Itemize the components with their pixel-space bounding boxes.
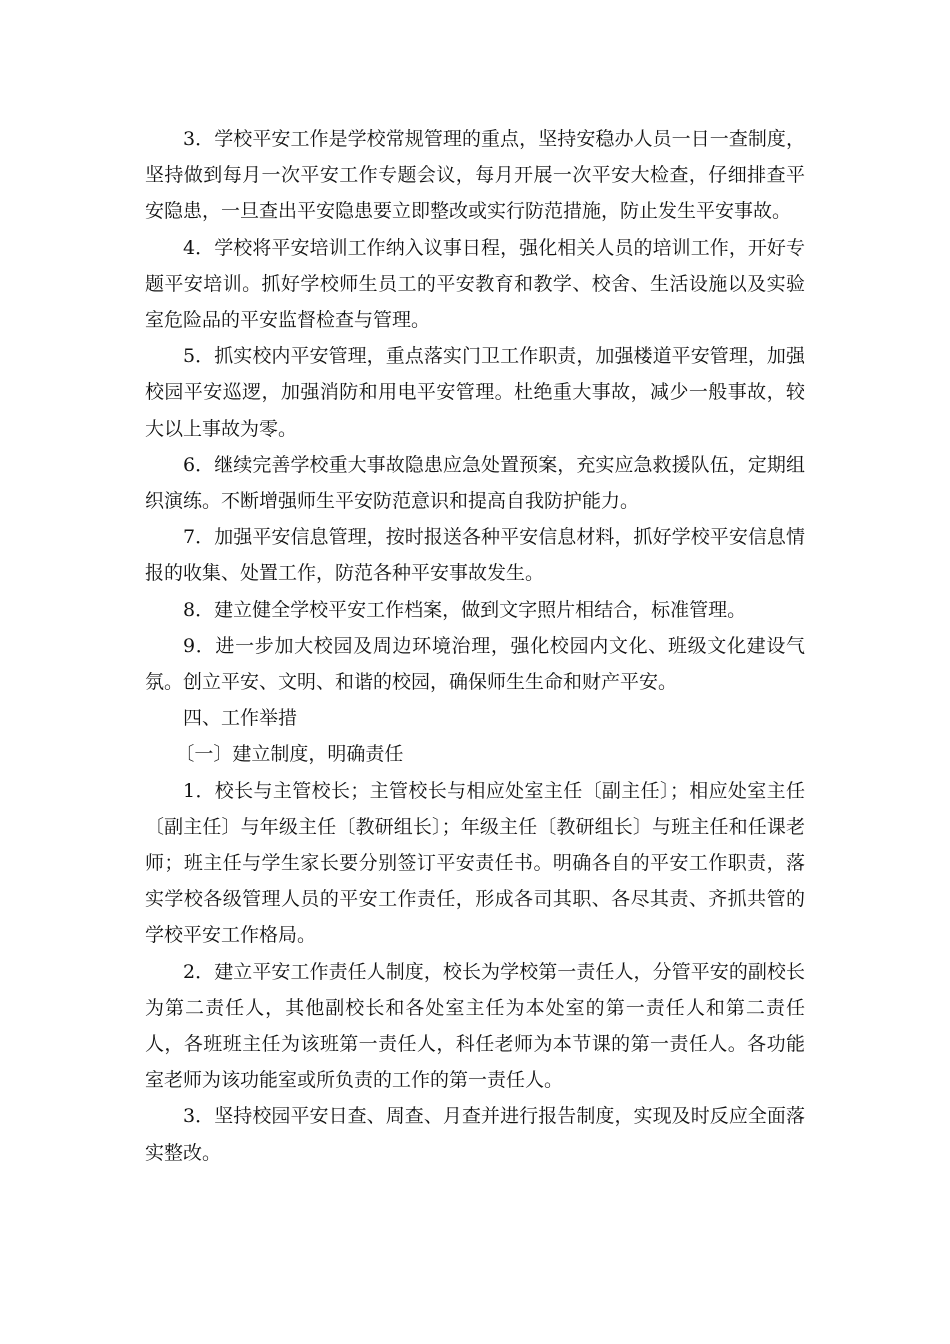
paragraph-item-8: 8．建立健全学校平安工作档案，做到文字照片相结合，标准管理。 — [183, 598, 747, 621]
paragraph-item-3: 3．学校平安工作是学校常规管理的重点，坚持安稳办人员一日一查制度，坚持做到每月一次平安工作专题会议，每月开展一次平安大检查，仔细排查平安隐患，一旦查出平安隐患要立即整改或实行防范措施，防止发生平安事故。 — [145, 128, 805, 223]
measure-item-2: 2．建立平安工作责任人制度，校长为学校第一责任人，分管平安的副校长为第二责任人，其他副校长和各处室主任为本处室的第一责任人和第二责任人，各班班主任为该班第一责任人，科任老师为本节课的第一责任人。各功能室老师为该功能室或所负责的工作的第一责任人。 — [145, 960, 805, 1092]
paragraph-item-5: 5．抓实校内平安管理，重点落实门卫工作职责，加强楼道平安管理，加强校园平安巡逻，加强消防和用电平安管理。杜绝重大事故，减少一般事故，较大以上事故为零。 — [145, 345, 805, 440]
paragraph-item-6: 6．继续完善学校重大事故隐患应急处置预案，充实应急救援队伍，定期组织演练。不断增强师生平安防范意识和提高自我防护能力。 — [145, 453, 805, 513]
measure-item-3: 3．坚持校园平安日查、周查、月查并进行报告制度，实现及时反应全面落实整改。 — [145, 1105, 805, 1164]
measure-item-1: 1．校长与主管校长；主管校长与相应处室主任〔副主任〕；相应处室主任〔副主任〕与年级主任〔教研组长〕；年级主任〔教研组长〕与班主任和任课老师；班主任与学生家长要分别签订平安责任书。明确各自的平安工作职责，落实学校各级管理人员的平安工作责任，形成各司其职、各尽其责、齐抓共管的学校平安工作格局。 — [145, 779, 805, 947]
subsection-heading: 〔一〕建立制度，明确责任 — [175, 743, 404, 766]
section-heading: 四、工作举措 — [183, 707, 298, 730]
paragraph-item-4: 4．学校将平安培训工作纳入议事日程，强化相关人员的培训工作，开好专题平安培训。抓好学校师生员工的平安教育和教学、校舍、生活设施以及实验室危险品的平安监督检查与管理。 — [145, 236, 805, 332]
paragraph-item-9: 9．进一步加大校园及周边环境治理，强化校园内文化、班级文化建设气氛。创立平安、文明、和谐的校园，确保师生生命和财产平安。 — [145, 634, 805, 694]
document-body — [145, 121, 805, 1171]
paragraph-item-7: 7．加强平安信息管理，按时报送各种平安信息材料，抓好学校平安信息情报的收集、处置工作，防范各种平安事故发生。 — [145, 526, 805, 585]
